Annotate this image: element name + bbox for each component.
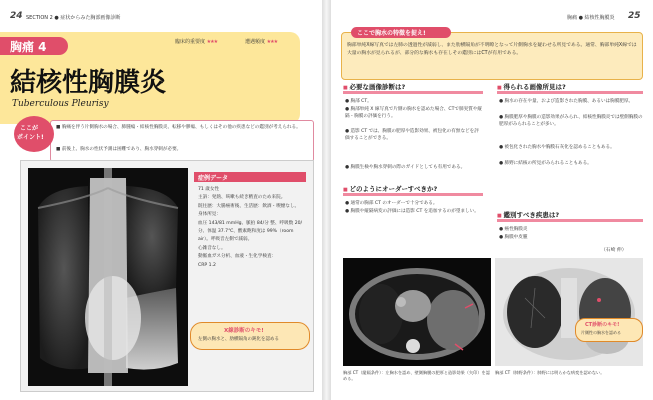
point-text: 胸痛を伴う片側胸水の場合、肺腫瘍・結核性胸膜炎、転移や膠瘍、もしくはその他の疾患などの鑑別が考えられる。 (61, 125, 301, 130)
rating-importance (175, 38, 217, 45)
section-title-findings: ■ 得られる画像所見は? (497, 82, 566, 91)
figure-caption-1: 胸部 CT（縦隔条件）：左胸水を認め、壁側胸膜の肥厚と造影効果（矢印）を認める。 (343, 370, 490, 381)
section-bullet: ● 被包化された胸水や胸膜石灰化を認めることもある。 (499, 145, 615, 150)
point-item: ■ 前後上、胸水の性状予測は困難であり、胸水穿刺が必要。 (56, 147, 182, 152)
bullet-text: 胸膜肥厚や胸膜の造影効果がみられ、結核性胸膜炎では壁側胸膜の肥厚がみられることが多い。 (499, 115, 643, 127)
case-line: 動脈血ガス分析、血液・生化学検査： (198, 254, 277, 260)
case-line: 血圧 143/81 mmHg、脈拍 84/分 整、呼吸数 20/分、体温 37.7℃、酸素飽和度は 99%（room air）。呼吸音左側で減弱。 (198, 220, 303, 243)
section-bullet: ● 胸膜や縦隔病変の評価には造影 CT を追加するのが望ましい。 (345, 209, 479, 214)
ct-caption-body: 片側性の胸水を認める (581, 330, 621, 335)
bullet-text: 肺野に結核の所見がみられることもある。 (504, 161, 592, 166)
section-bullet: ● 胸膜肥厚や胸膜の造影効果がみられ、結核性胸膜炎では壁側胸膜の肥厚がみられることが多い。 (499, 115, 643, 127)
rating-frequency-label: 遭遇頻度 (245, 39, 266, 45)
case-line: 主訴：発熱、咳嗽も続き精査のため来院。 (198, 195, 286, 201)
ct-lung-image (495, 258, 643, 366)
point-text: 前後上、胸水の性状予測は困難であり、胸水穿刺が必要。 (61, 147, 182, 152)
rating-frequency-stars: ★★★ (266, 39, 278, 45)
figure-caption-2: 胸部 CT（肺野条件）：肺野には明らかな病変を認めない。 (495, 370, 605, 375)
point-badge-line1: ここが (20, 125, 39, 132)
section-bar (497, 219, 643, 222)
section-bar (343, 91, 483, 94)
section-bullet: ● 通常の胸部 CT のオーダーで十分である。 (345, 201, 438, 206)
case-line: 71 歳女性 (198, 187, 220, 192)
bullet-text: 胸膜生検や胸水穿刺の際のガイドとしても有用である。 (350, 165, 466, 170)
ct-caption-title: CT診断のキモ! (585, 322, 620, 328)
bullet-text: 癌性胸膜炎 (504, 227, 528, 232)
author: （石崎 伸） (601, 248, 627, 253)
rating-frequency (245, 38, 277, 45)
bullet-text: 造影 CT では、胸膜の肥厚や造影効果、被包化の有無などを評価することができる。 (345, 129, 479, 141)
section-bullet: ● 胸部単純 X 線写真で片側の胸水を認めた場合、CTで肺実質や縦隔・胸膜の評価を行う。 (345, 107, 482, 119)
bullet-text: 胸部 CT。 (350, 99, 372, 104)
section-bar (343, 193, 483, 196)
chest-xray-image (28, 168, 188, 386)
case-line: 既往歴：大腸癌術後、生活歴：飲酒・喫煙なし。 (198, 203, 300, 209)
xray-caption-title: X線診断のキモ! (224, 328, 264, 334)
chapter-tag-label: 胸痛 4 (10, 40, 47, 54)
bullet-text: 被包化された胸水や胸膜石灰化を認めることもある。 (504, 145, 615, 150)
case-line: 身体所見： (198, 212, 221, 218)
bullet-text: 通常の胸部 CT のオーダーで十分である。 (350, 201, 438, 206)
running-head-right: 胸痛 ● 結核性胸膜炎 (567, 15, 615, 21)
rating-importance-stars: ★★★ (206, 39, 218, 45)
bullet-text: 胸部単純 X 線写真で片側の胸水を認めた場合、CTで肺実質や縦隔・胸膜の評価を行う。 (345, 107, 482, 119)
section-bullet: ● 胸水の存在や量、および造影された胸膜、あるいは胸膜肥厚。 (499, 99, 634, 104)
ct-mediastinal-image (343, 258, 491, 366)
left-page (0, 0, 322, 400)
page-title: 結核性胸膜炎 (10, 68, 167, 98)
case-data-title: 症例データ (198, 175, 229, 182)
section-bullet: ● 胸部 CT。 (345, 99, 372, 104)
section-title-order: ■ どのようにオーダーすべきか? (343, 184, 437, 193)
section-bullet: ● 胸膜生検や胸水穿刺の際のガイドとしても有用である。 (345, 165, 466, 170)
book-gutter (322, 0, 331, 400)
right-page (331, 0, 653, 400)
section-bullet: ● 癌性胸膜炎 (499, 227, 528, 232)
case-line: CRP 1.2 (198, 262, 216, 268)
section-bullet: ● 造影 CT では、胸膜の肥厚や造影効果、被包化の有無などを評価することができる。 (345, 129, 479, 141)
section-bullet: ● 胸膜中皮腫 (499, 235, 528, 240)
page-number-left: 24 (10, 11, 23, 21)
point-item: ■ 胸痛を伴う片側胸水の場合、肺腫瘍・結核性胸膜炎、転移や膠瘍、もしくはその他の疾患などの鑑別が考えられる。 (56, 125, 301, 130)
bullet-text: 胸膜中皮腫 (504, 235, 528, 240)
bullet-text: 胸膜や縦隔病変の評価には造影 CT を追加するのが望ましい。 (350, 209, 479, 214)
page-title-en: Tuberculous Pleurisy (12, 99, 109, 109)
bullet-text: 胸水の存在や量、および造影された胸膜、あるいは胸膜肥厚。 (504, 99, 634, 104)
callout-title: ここで胸水の特徴を捉え! (357, 30, 426, 37)
case-line: 心雑音なし。 (198, 245, 226, 251)
case-data-body (198, 186, 306, 270)
running-head-left: SECTION 2 ● 症状からみた胸部画像診断 (26, 15, 121, 21)
section-bullet: ● 肺野に結核の所見がみられることもある。 (499, 161, 592, 166)
page-number-right: 25 (628, 11, 641, 21)
callout-body: 胸部単純X線写真では左肺の透過性が減弱し、また肋横隔角が不明瞭となって片側胸水を疑わせる所見である。通常、胸部単純X線では大量の胸水が見られるが、部分的な胸水も存在しその鑑別にはCTが有用である。 (347, 43, 637, 56)
section-title-imaging: ■ 必要な画像診断は? (343, 82, 405, 91)
section-title-differential: ■ 鑑別すべき疾患は? (497, 210, 559, 219)
xray-caption-body: 左側の胸水と、肋横隔角の鈍化を認める (198, 337, 279, 342)
point-badge-line2: ポイント! (17, 134, 44, 141)
rating-importance-label: 臨床的重要度 (175, 39, 206, 45)
section-bar (497, 91, 643, 94)
